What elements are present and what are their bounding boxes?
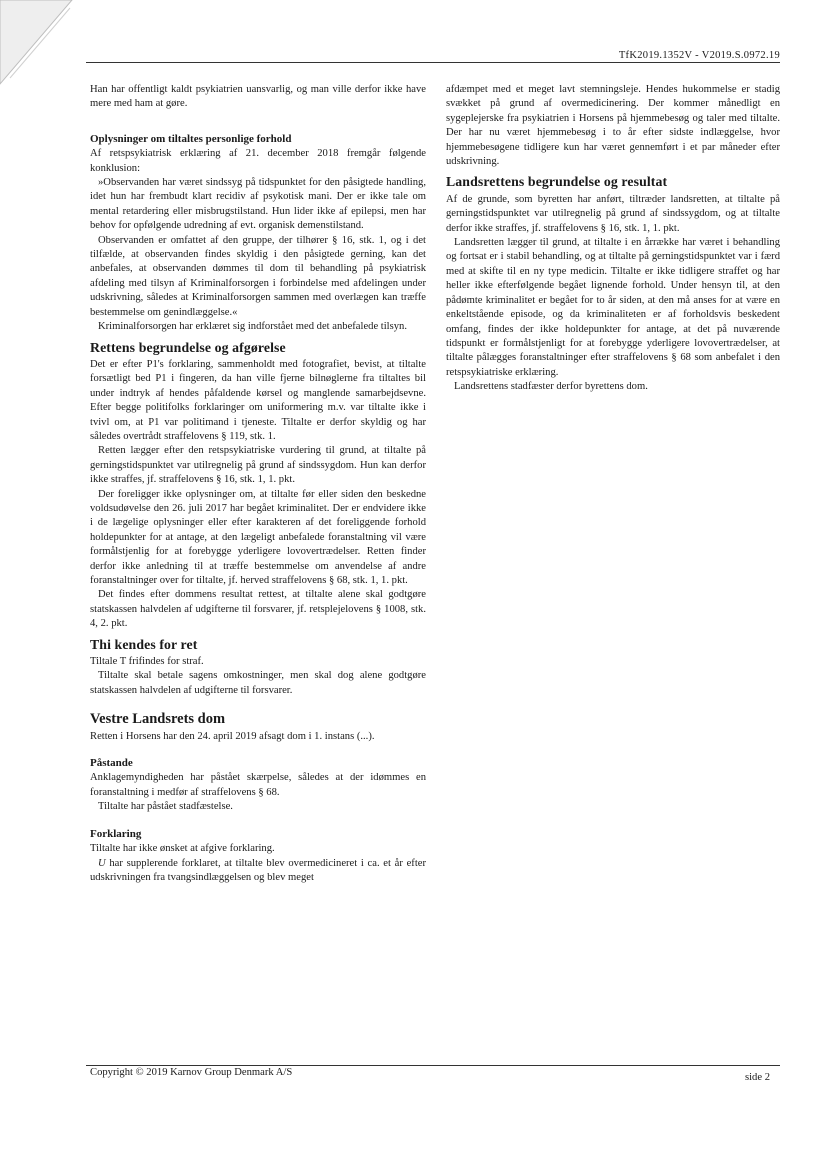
paragraph: Retten lægger efter den retspsykiatriske vurdering til grund, at tiltalte på gerningstidspunktet var utilregnelig på grund af sindssygdom. Hun kan derfor ikke straffes, jf. straffelovens § 16, stk. 1, 1. pkt. [90, 445, 426, 486]
paragraph: Der foreligger ikke oplysninger om, at tiltalte før eller siden den beskedne voldsudøvelse den 26. juli 2017 har begået kriminalitet. Der er endvidere ikke i de lægelige oplysninger eller efter karakteren af det foreliggende forhold holdepunkter for at antage, at den lægeligt anbefalede foranstaltning vil være formålstjenlig for at forebygge yderligere lovovertrædelser. Retten finder derfor ikke anledning til at træffe bestemmelse om anvendelse af andre foranstaltninger over for tiltalte, jf. herved straffelovens § 68, stk. 1, 1. pkt. [90, 488, 426, 586]
heading-verdict: Thi kendes for ret [90, 636, 198, 652]
left-column [90, 83, 426, 885]
paragraph: Retten i Horsens har den 24. april 2019 afsagt dom i 1. instans (...). [90, 730, 375, 742]
continued-paragraph: afdæmpet med et meget lavt stemningsleje. Hendes hukommelse er stadig svækket på grund af overmedicinering. Der kommer månedligt en sygeplejerske fra psykiatrien i Horsens på hjemmebesøg og taler med tiltalte. Der har nu været hjemmebesøg i to år efter sidste indlæggelse, hvor hjemmebesøgene tidligere kun har været gennemført i et par måneder efter udskrivning. [446, 84, 780, 168]
heading-high-court-reasoning: Landsrettens begrundelse og resultat [446, 174, 668, 190]
paragraph: Tiltalte skal betale sagens omkostninger, men skal dog alene godtgøre statskassen halvdelen af udgifterne til forsvarer. [90, 670, 426, 696]
paragraph: Landsrettens stadfæster derfor byrettens dom. [454, 381, 648, 393]
page-number: side 2 [744, 1072, 770, 1083]
paragraph: »Observanden har været sindssyg på tidspunktet for den påsigtede handling, idet hun har frembudt klart recidiv af psykotisk mani. Der er ikke tale om mental retardering eller misbrugstilstand. Hun lider ikke af epilepsi, men har behov for opfølgende udredning af evt. organisk demenstilstand. [90, 177, 426, 232]
paragraph: Observanden er omfattet af den gruppe, der tilhører § 16, stk. 1, og i det tilfælde, at observanden findes skyldig i den påsigtede gerning, kan det anbefales, at observanden dømmes til dom til behandling på psykiatrisk afdeling med tilsyn af Kriminalforsorgen i forbindelse med afdelingen under udskrivning, således at Kriminalforsorgen sammen med overlægen kan træffe bestemmelse om genindlæggelse.« [90, 234, 426, 318]
paragraph: Det findes efter dommens resultat rettest, at tiltalte alene skal godtgøre statskassen halvdelen af udgifterne til forsvarer, jf. retsplejelovens § 1008, stk. 4, 2. pkt. [90, 589, 426, 630]
document-reference: TfK2019.1352V - V2019.S.0972.19 [618, 50, 780, 61]
heading-court-reasoning: Rettens begrundelse og afgørelse [90, 339, 286, 355]
paragraph: Tiltalte har påstået stadfæstelse. [98, 801, 233, 813]
paragraph-text: har supplerende forklaret, at tiltalte blev overmedicineret i ca. et år efter udskrivningen fra tvangsindlæggelsen og blev meget [90, 857, 426, 883]
paragraph: Anklagemyndigheden har påstået skærpelse, således at der idømmes en foranstaltning i medfør af straffelovens § 68. [90, 772, 426, 798]
page-fold-corner [0, 0, 80, 90]
heading-testimony: Forklaring [90, 827, 142, 840]
right-column [446, 83, 780, 395]
intro-paragraph: Han har offentligt kaldt psykiatrien uansvarlig, og man ville derfor ikke have mere med ham at gøre. [90, 84, 426, 110]
paragraph: Af de grunde, som byretten har anført, tiltræder landsretten, at tiltalte på gerningstidspunktet var utilregnelig på grund af sindssygdom, og at tiltalte derfor ikke straffes, jf. straffelovens § 16, stk. 1, 1. pkt. [446, 193, 780, 234]
paragraph: Kriminalforsorgen har erklæret sig indforstået med det anbefalede tilsyn. [98, 321, 407, 333]
header-divider [86, 62, 780, 63]
copyright-notice: Copyright © 2019 Karnov Group Denmark A/S [90, 1067, 293, 1078]
paragraph: Det er efter P1's forklaring, sammenholdt med fotografiet, bevist, at tiltalte forsætligt bed P1 i fingeren, da han ville fjerne bilnøglerne fra tiltaltes bil under indtryk af hendes påfaldende kørsel og manglende samarbejdsevne. Efter begge politifolks forklaringer om uniformering m.v. var tiltalte ikke i tvivl om, at P1 var politimand i tjeneste. Tiltalte er derfor skyldig og har således overtrådt straffelovens § 119, stk. 1. [90, 358, 426, 442]
heading-high-court-judgment: Vestre Landsrets dom [90, 711, 226, 728]
paragraph: Tiltale T frifindes for straf. [90, 656, 204, 668]
paragraph: Af retspsykiatrisk erklæring af 21. december 2018 fremgår følgende konklusion: [90, 148, 426, 174]
witness-name: U [98, 857, 106, 869]
paragraph [90, 857, 426, 886]
heading-personal-circumstances: Oplysninger om tiltaltes personlige forhold [90, 132, 292, 145]
heading-claims: Påstande [90, 757, 133, 770]
paragraph: Tiltalte har ikke ønsket at afgive forklaring. [90, 843, 275, 855]
paragraph: Landsretten lægger til grund, at tiltalte i en årrække har været i behandling og fortsat er i stabil behandling, og at tiltalte på gerningstidspunktet var i færd med at skifte til en ny type medicin. Tiltalte er ikke tidligere straffet og har heller ikke efterfølgende begået lignende forhold. Under hensyn til, at den pådømte kriminalitet er begået for to år siden, at den må anses for at være en enkeltstående episode, og da kriminaliteten er af forholdsvis beskedent omfang, findes der ikke holdepunkter for antage, at det på nuværende tidspunkt er formålstjenligt for at forebygge yderligere lovovertrædelser, at tiltalte pålægges foranstaltninger efter straffelovens § 68 som anbefalet i den retspsykiatriske erklæring. [446, 237, 780, 378]
footer-divider [86, 1065, 780, 1066]
